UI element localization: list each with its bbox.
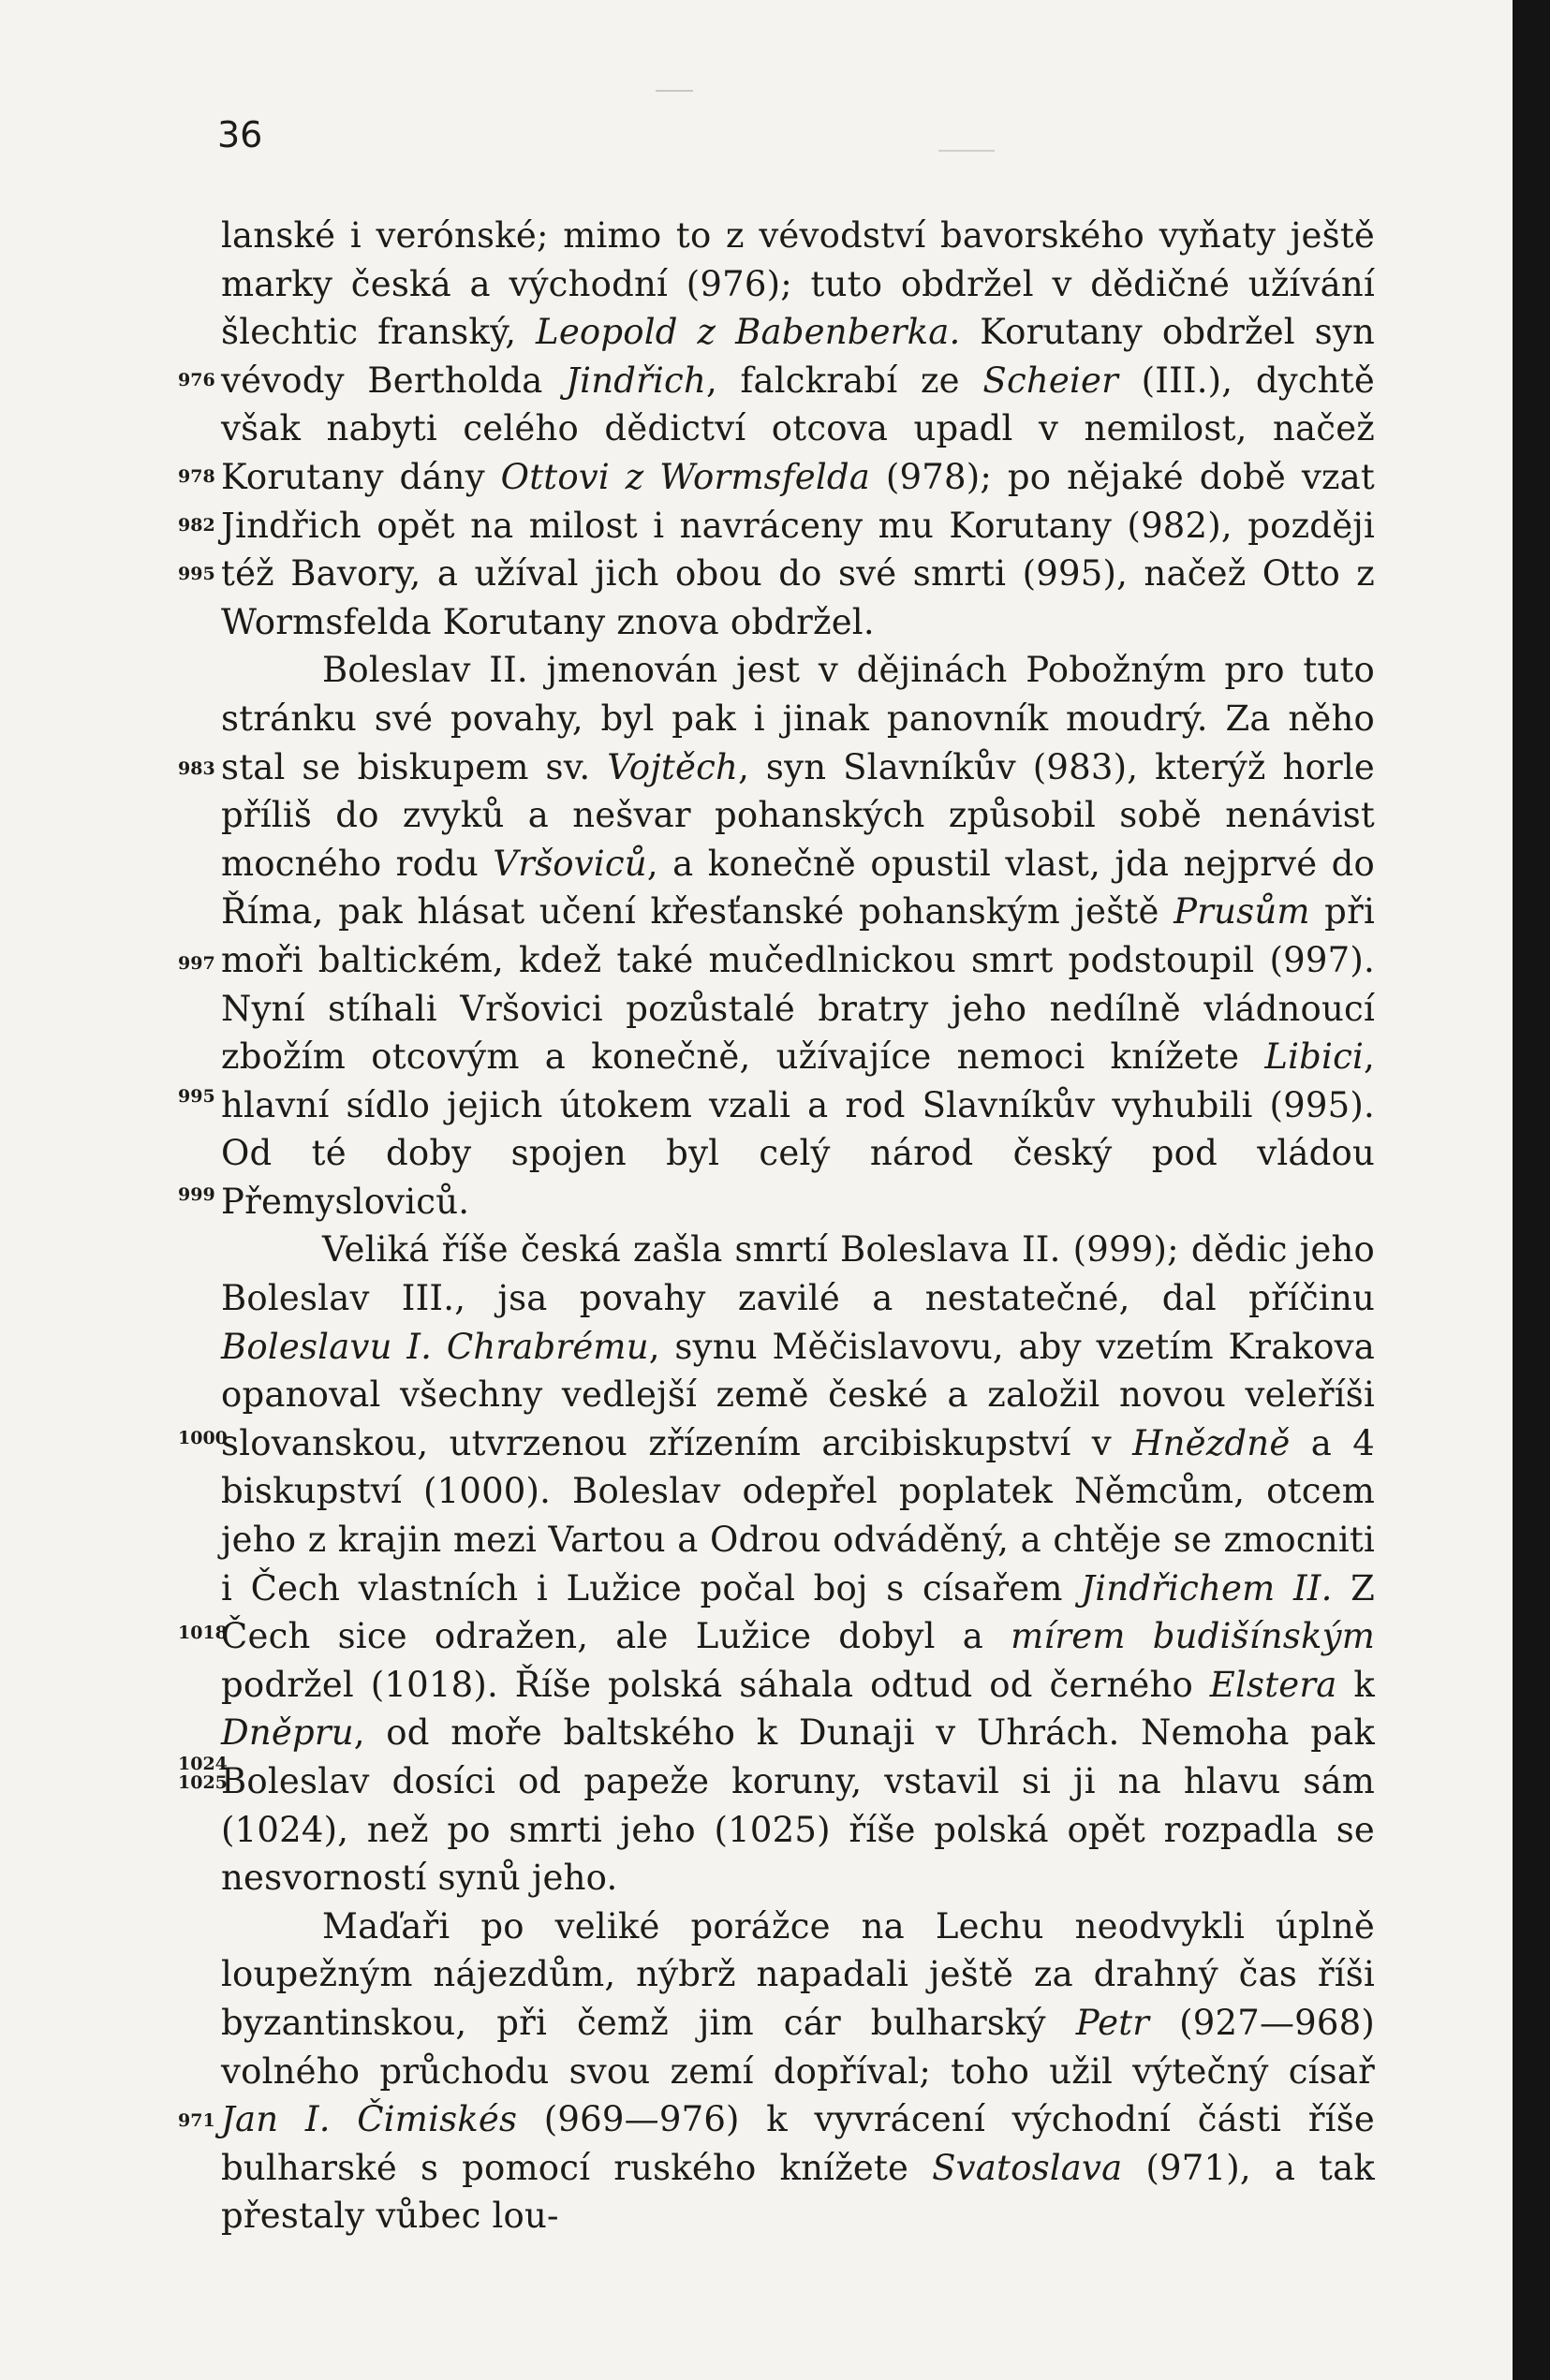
italic-term: Elstera xyxy=(1209,1664,1337,1705)
margin-year: 995 xyxy=(178,564,215,584)
italic-term: Dněpru xyxy=(221,1712,354,1754)
italic-term: Jan I. Čimiskés xyxy=(221,2099,518,2140)
body-text xyxy=(221,212,1375,2240)
italic-term: Prusům xyxy=(1174,891,1310,933)
scan-mark xyxy=(656,90,693,92)
margin-year: 971 xyxy=(178,2110,215,2131)
scan-mark xyxy=(938,150,995,152)
margin-year: 1025 xyxy=(178,1772,228,1793)
margin-year: 995 xyxy=(178,1086,215,1107)
margin-year: 1018 xyxy=(178,1623,228,1643)
italic-term: Boleslavu I. Chrabrému xyxy=(221,1326,649,1367)
italic-term: Jindřichem II. xyxy=(1081,1567,1333,1609)
italic-term: Vojtěch xyxy=(607,746,739,787)
italic-term: Hnězdně xyxy=(1132,1422,1291,1463)
paragraph: Veliká říše česká zašla smrtí Boleslava II. (999); dědic jeho Boleslav III., jsa povahy zavilé a nestatečné, dal příčinu Boleslavu I. Chrabrému, synu Měčislavovu, aby vzetím Krakova opanoval všechny vedlejší země české a založil novou veleříši slovanskou, utvrzenou zřízením arcibiskupství v Hnězdně a 4 biskupství (1000). Boleslav odepřel poplatek Němcům, otcem jeho z krajin mezi Vartou a Odrou odváděný, a chtěje se zmocniti i Čech vlastních i Lužice počal boj s císařem Jindřichem II. Z Čech sice odražen, ale Lužice dobyl a mírem budišínským podržel (1018). Říše polská sáhala odtud od černého Elstera k Dněpru, od moře baltského k Dunaji v Uhrách. Nemoha pak Boleslav dosíci od papeže koruny, vstavil si ji na hlavu sám (1024), než po smrti jeho (1025) říše polská opět rozpadla se nesvorností synů jeho. xyxy=(221,1229,1375,1899)
italic-term: Libici xyxy=(1264,1036,1365,1078)
margin-year: 1024 xyxy=(178,1754,228,1774)
margin-year: 982 xyxy=(178,515,215,536)
paragraph: lanské i verónské; mimo to z vévodství bavorského vyňaty ještě marky česká a východní (976); tuto obdržel v dědičné užívání šlechtic franský, Leopold z Babenberka. Korutany obdržel syn vévody Bertholda Jindřich, falckrabí ze Scheier (III.), dychtě však nabyti celého dědictví otcova upadl v nemilost, načež Korutany dány Ottovi z Wormsfelda (978); po nějaké době vzat Jindřich opět na milost i navráceny mu Korutany (982), později též Bavory, a užíval jich obou do své smrti (995), načež Otto z Wormsfelda Korutany znova obdržel. xyxy=(221,215,1375,642)
margin-year: 997 xyxy=(178,953,215,974)
italic-term: Scheier xyxy=(982,360,1119,401)
italic-term: Jindřich xyxy=(566,360,706,401)
italic-term: Ottovi z Wormsfelda xyxy=(500,456,871,497)
margin-year: 978 xyxy=(178,466,215,487)
italic-term: Vršoviců xyxy=(493,843,647,884)
paragraph: Boleslav II. jmenován jest v dějinách Pobožným pro tuto stránku své povahy, byl pak i jinak panovník moudrý. Za něho stal se biskupem sv. Vojtěch, syn Slavníkův (983), kterýž horle příliš do zvyků a nešvar pohanských způsobil sobě nenávist mocného rodu Vršoviců, a konečně opustil vlast, jda nejprvé do Říma, pak hlásat učení křesťanské pohanským ještě Prusům při moři baltickém, kdež také mučedlnickou smrt podstoupil (997). Nyní stíhali Vršovici pozůstalé bratry jeho nedílně vládnoucí zbožím otcovým a konečně, užívajíce nemoci knížete Libici, hlavní sídlo jejich útokem vzali a rod Slavníkův vyhubili (995). Od té doby spojen byl celý národ český pod vládou Přemysloviců. xyxy=(221,650,1375,1222)
margin-year: 983 xyxy=(178,758,215,779)
italic-term: Petr xyxy=(1075,2002,1150,2043)
page-number: 36 xyxy=(217,114,263,155)
margin-year: 1000 xyxy=(178,1428,228,1448)
margin-year: 976 xyxy=(178,370,215,390)
margin-year: 999 xyxy=(178,1184,215,1205)
italic-term: mírem budišínským xyxy=(1011,1616,1375,1657)
paragraph: Maďaři po veliké porážce na Lechu neodvykli úplně loupežným nájezdům, nýbrž napadali ještě za drahný čas říši byzantinskou, při čemž jim cár bulharský Petr (927—968) volného průchodu svou zemí dopříval; toho užil výtečný císař Jan I. Čimiskés (969—976) k vyvrácení východní části říše bulharské s pomocí ruského knížete Svatoslava (971), a tak přestaly vůbec lou- xyxy=(221,1905,1376,2237)
italic-term: Leopold z Babenberka. xyxy=(536,312,961,353)
italic-term: Svatoslava xyxy=(932,2147,1123,2188)
